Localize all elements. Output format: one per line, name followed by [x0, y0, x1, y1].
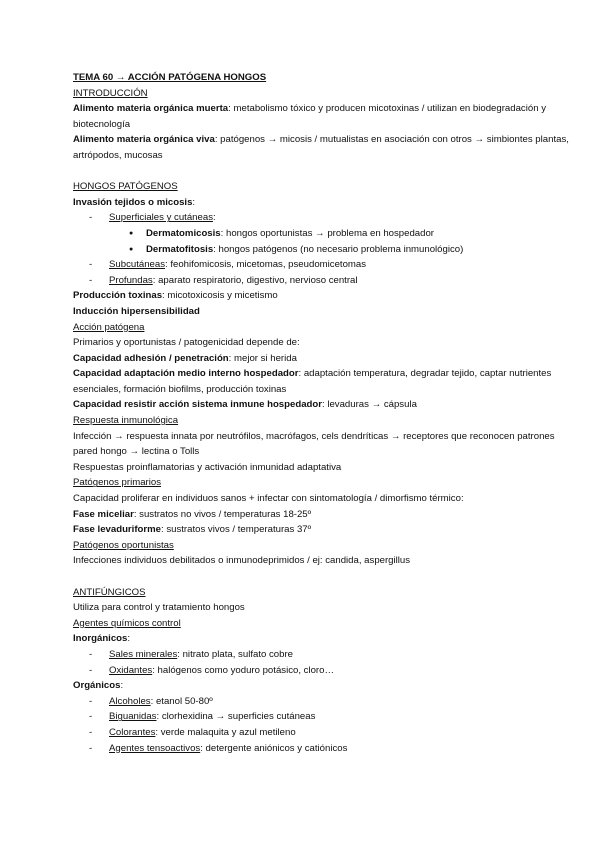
- section-heading-hongos-patogenos: HONGOS PATÓGENOS: [73, 181, 178, 193]
- text-biguanidas: : clorhexidina → superficies cutáneas: [156, 711, 316, 723]
- term-adaptacion: Capacidad adaptación medio interno hospedador: [73, 368, 299, 380]
- term-superficiales: Superficiales y cutáneas: [109, 212, 213, 224]
- spacer: [73, 569, 573, 585]
- list-item-superficiales: [73, 210, 573, 226]
- list-item-oxidantes: [73, 663, 573, 679]
- text-dermatomicosis: : hongos oportunistas → problema en hospedador: [220, 227, 434, 239]
- paragraph-fase-levaduriforme: [73, 522, 573, 538]
- subheading-patogenos-oportunistas: Patógenos oportunistas: [73, 539, 174, 551]
- term-profundas: Profundas: [109, 274, 153, 286]
- term-materia-muerta: Alimento materia orgánica muerta: [73, 103, 229, 115]
- term-dermatomicosis: Dermatomicosis: [146, 227, 221, 239]
- paragraph-fase-miceliar: [73, 507, 573, 523]
- term-alcoholes: Alcoholes: [109, 695, 151, 707]
- subheading-accion-patogena: Acción patógena: [73, 321, 145, 333]
- text-profundas: : aparato respiratorio, digestivo, nervioso central: [152, 274, 358, 286]
- text-oxidantes: : halógenos como yoduro potásico, cloro…: [152, 664, 335, 676]
- list-item-alcoholes: [73, 694, 573, 710]
- text-materia-viva: : patógenos → micosis / mutualistas en asociación con otros → simbiontes plantas, artrópodos, mucosas: [73, 134, 569, 161]
- text-alcoholes: : etanol 50-80º: [150, 695, 213, 707]
- paragraph-toxinas: [73, 288, 573, 304]
- section-heading-introduccion: INTRODUCCIÓN: [73, 87, 148, 99]
- text-patogenos-oportunistas: Infecciones individuos debilitados o inmunodeprimidos / ej: candida, aspergillus: [73, 555, 411, 567]
- term-tensoactivos: Agentes tensoactivos: [109, 742, 201, 754]
- term-oxidantes: Oxidantes: [109, 664, 153, 676]
- subheading-respuesta-inmunologica: Respuesta inmunológica: [73, 415, 179, 427]
- section-heading-antifungicos: ANTIFÚNGICOS: [73, 586, 146, 598]
- text-adaptacion: : adaptación temperatura, degradar tejido, captar nutrientes esenciales, formación biofilms, producción toxinas: [73, 368, 552, 395]
- term-biguanidas: Biguanidas: [109, 711, 157, 723]
- invasion-line: [73, 195, 573, 211]
- term-inorganicos: Inorgánicos: [73, 633, 128, 645]
- text-resistir: : levaduras → cápsula: [321, 399, 417, 411]
- text-antifungicos-intro: Utiliza para control y tratamiento hongos: [73, 602, 245, 614]
- term-adhesion: Capacidad adhesión / penetración: [73, 352, 229, 364]
- list-item-dermatomicosis: [73, 226, 573, 242]
- term-materia-viva: Alimento materia orgánica viva: [73, 134, 215, 146]
- term-invasion: Invasión tejidos o micosis: [73, 196, 193, 208]
- term-colorantes: Colorantes: [109, 726, 156, 738]
- text-patogenos-primarios: Capacidad proliferar en individuos sanos + infectar con sintomatología / dimorfismo térmico:: [73, 493, 464, 505]
- text-toxinas: : micotoxicosis y micetismo: [162, 290, 278, 302]
- spacer: [73, 164, 573, 180]
- list-item-biguanidas: [73, 709, 573, 725]
- subheading-patogenos-primarios: Patógenos primarios: [73, 477, 161, 489]
- term-hipersensibilidad: Inducción hipersensibilidad: [73, 305, 200, 317]
- term-organicos: Orgánicos: [73, 680, 121, 692]
- list-item-tensoactivos: [73, 741, 573, 757]
- paragraph-materia-muerta: [73, 101, 573, 132]
- text-dermatofitosis: : hongos patógenos (no necesario problema inmunológico): [213, 243, 464, 255]
- term-resistir: Capacidad resistir acción sistema inmune hospedador: [73, 399, 322, 411]
- subheading-agentes-quimicos: Agentes químicos control: [73, 617, 181, 629]
- organicos-line: [73, 678, 573, 694]
- term-fase-miceliar: Fase miceliar: [73, 508, 134, 520]
- term-fase-levaduriforme: Fase levaduriforme: [73, 524, 161, 536]
- list-item-dermatofitosis: [73, 242, 573, 258]
- term-toxinas: Producción toxinas: [73, 290, 163, 302]
- text-tensoactivos: : detergente aniónicos y catiónicos: [200, 742, 348, 754]
- text-respuesta-innata: Infección → respuesta innata por neutrófilos, macrófagos, cels dendríticas → receptores que reconocen patrones pared hongo → lectina o Tolls: [73, 430, 555, 458]
- colon: :: [127, 633, 131, 645]
- paragraph-materia-viva: [73, 132, 573, 163]
- text-adhesion: : mejor si herida: [228, 352, 297, 364]
- text-fase-miceliar: : sustratos no vivos / temperaturas 18-25º: [133, 508, 312, 520]
- list-item-subcutaneas: [73, 257, 573, 273]
- text-subcutaneas: : feohifomicosis, micetomas, pseudomicetomas: [165, 259, 367, 271]
- document-title: TEMA 60 → ACCIÓN PATÓGENA HONGOS: [73, 72, 267, 83]
- text-accion-patogena: Primarios y oportunistas / patogenicidad depende de:: [73, 337, 300, 349]
- text-sales-minerales: : nitrato plata, sulfato cobre: [177, 648, 293, 660]
- term-sales-minerales: Sales minerales: [109, 648, 178, 660]
- text-materia-muerta: : metabolismo tóxico y producen micotoxinas / utilizan en biodegradación y biotecnología: [73, 103, 546, 130]
- colon: :: [120, 680, 124, 692]
- colon: :: [213, 212, 216, 224]
- list-item-sales-minerales: [73, 647, 573, 663]
- document-body: [73, 70, 573, 756]
- list-item-profundas: [73, 273, 573, 289]
- text-fase-levaduriforme: : sustratos vivos / temperaturas 37º: [160, 524, 312, 536]
- paragraph-resistir: [73, 397, 573, 413]
- term-dermatofitosis: Dermatofitosis: [146, 243, 214, 255]
- paragraph-adhesion: [73, 351, 573, 367]
- text-respuesta-adaptativa: Respuestas proinflamatorias y activación inmunidad adaptativa: [73, 461, 342, 473]
- paragraph-adaptacion: [73, 366, 573, 397]
- list-item-colorantes: [73, 725, 573, 741]
- inorganicos-line: [73, 631, 573, 647]
- term-subcutaneas: Subcutáneas: [109, 259, 166, 271]
- colon: :: [192, 196, 196, 208]
- text-colorantes: : verde malaquita y azul metileno: [155, 726, 296, 738]
